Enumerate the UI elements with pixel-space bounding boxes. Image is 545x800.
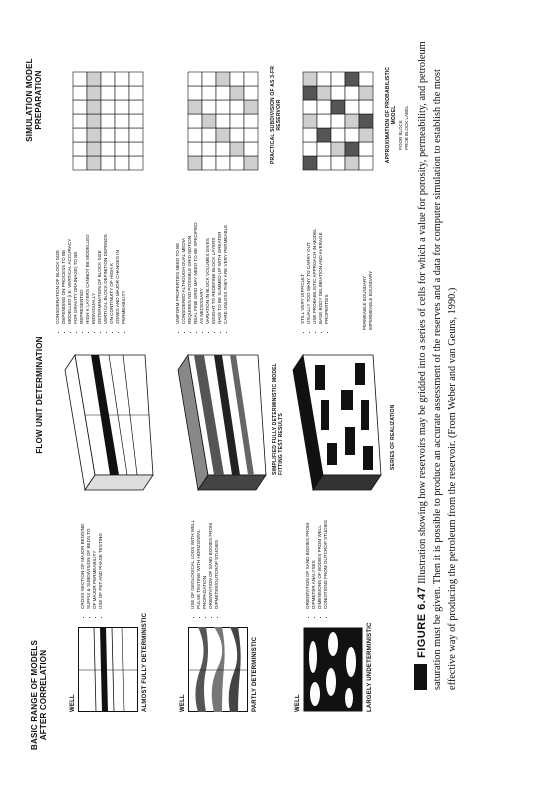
grid-cell: [331, 156, 345, 170]
grid-cell: [244, 156, 258, 170]
grid-cell: [73, 156, 87, 170]
figure-caption: [414, 40, 460, 690]
grid-cell: [216, 86, 230, 100]
note: • AS NECESSARY: [199, 199, 205, 324]
grid-cell: [87, 114, 101, 128]
note: • ON CONTINUITY OF HIGH K: [109, 199, 115, 324]
correlation-notes-2: [190, 499, 220, 615]
grid-cell: [244, 114, 258, 128]
note: • FOR GRAVITY DRAINAGE) TO BE: [73, 199, 79, 324]
grid-cell: [303, 100, 317, 114]
grid-cell: [129, 114, 143, 128]
note: • OF MAJOR PERMEABILITY: [92, 499, 98, 609]
note: • USE PROBABILISTIC APPROACH IN MODEL: [312, 199, 318, 324]
simulation-notes-2: [175, 199, 229, 330]
note: • DEPENDING ON PROCESS TO BE: [61, 199, 67, 324]
grid-cell: [101, 100, 115, 114]
note: • MODELLED (I.E. VERTICAL ACCURACY: [67, 199, 73, 324]
grid-cell: [230, 72, 244, 86]
grid-cell: [101, 114, 115, 128]
note: • PERMEABILITY: [121, 199, 127, 324]
note: • UNIFORM PROPERTIES NEED TO BE: [175, 199, 181, 324]
grid-cell: [101, 142, 115, 156]
practical-label-3: APPROXIMATION OF PROBABILISTIC MODEL: [385, 66, 397, 164]
grid-cell: [216, 114, 230, 128]
simulation-notes-1: [55, 199, 127, 330]
grid-cell: [230, 142, 244, 156]
note: • VARIATION IN BLOCK VOLUMES GIVES: [205, 199, 211, 324]
grid-cell: [244, 86, 258, 100]
grid-cell: [359, 128, 373, 142]
note: • CROSS-SECTION OF MAJOR BEDDING: [80, 499, 86, 609]
note: • CARE UNLESS THEY ARE VERY PERMEABLE: [223, 199, 229, 324]
grid-cell: [331, 114, 345, 128]
grid-cell: [73, 72, 87, 86]
grid-cell: [202, 100, 216, 114]
grid-cell: [188, 142, 202, 156]
simulation-grid-3: [295, 60, 380, 180]
caption-bar: [414, 664, 427, 690]
note: • VERTICAL BLOCK DEFINITION DEPENDS: [103, 199, 109, 324]
grid-cell: [115, 86, 129, 100]
note: • HAVE TO BE SUMMED UP WITH GREATER: [217, 199, 223, 324]
grid-cell: [87, 156, 101, 170]
grid-cell: [73, 100, 87, 114]
correlation-panel-1: [78, 627, 138, 712]
model-label-1: ALMOST FULLY DETERMINISTIC: [142, 612, 148, 712]
grid-cell: [345, 72, 359, 86]
grid-cell: [230, 86, 244, 100]
note: • SUFFIX & SUBDIVISION OF BEDS TO: [86, 499, 92, 609]
grid-cell: [129, 86, 143, 100]
note: • STILL VERY DIFFICULT: [300, 199, 306, 324]
grid-cell: [359, 156, 373, 170]
heading-simulation: SIMULATION MODEL PREPARATION: [25, 58, 43, 142]
grid-cell: [303, 156, 317, 170]
grid-cell: [87, 100, 101, 114]
note: • DIMENSIONS OF BODIES FROM WELL: [317, 499, 323, 609]
correlation-notes-3: [305, 499, 329, 615]
grid-cell: [303, 86, 317, 100]
grid-cell: [216, 100, 230, 114]
note: • INSIGHT TO REDEFINE BLOCK LAYERS: [211, 199, 217, 324]
note: • PULSE TESTING WITH HORIZONTAL: [196, 499, 202, 609]
grid-cell: [345, 142, 359, 156]
grid-cell: [115, 72, 129, 86]
grid-cell: [115, 128, 129, 142]
flow-label-3: SERIES OF REALIZATION: [390, 404, 396, 470]
grid-cell: [202, 114, 216, 128]
correlation-panel-3: [303, 627, 363, 712]
legend-blocks: [398, 50, 410, 150]
grid-cell: [115, 142, 129, 156]
note: • USE OF GEOLOGICAL LOGS WITH WELL: [190, 499, 196, 609]
legend-prob-block: PROB BLOCK LABEL: [404, 105, 409, 150]
well-label-1: WELL: [70, 694, 76, 712]
grid-cell: [216, 72, 230, 86]
grid-cell: [359, 86, 373, 100]
grid-cell: [216, 142, 230, 156]
grid-cell: [359, 114, 373, 128]
flow-block-1: [55, 350, 155, 500]
grid-cell: [345, 128, 359, 142]
grid-cell: [345, 86, 359, 100]
note: • ZONES AND MAJOR CHANGES IN: [115, 199, 121, 324]
grid-cell: [317, 114, 331, 128]
grid-cell: [115, 114, 129, 128]
grid-cell: [73, 128, 87, 142]
grid-cell: [345, 156, 359, 170]
grid-cell: [359, 72, 373, 86]
grid-cell: [317, 128, 331, 142]
grid-cell: [317, 156, 331, 170]
simulation-grid-2: [180, 60, 265, 180]
grid-cell: [317, 100, 331, 114]
legend-boundaries: [362, 205, 374, 330]
note: • ORIENTATION OF SAND BODIES FROM: [208, 499, 214, 609]
grid-cell: [101, 156, 115, 170]
grid-cell: [129, 100, 143, 114]
grid-cell: [202, 142, 216, 156]
note: • USUALLY TOO MANY TO CARRY OUT: [306, 199, 312, 324]
flow-block-2: [170, 350, 270, 500]
flow-block-3: [285, 350, 385, 500]
note: • DIPMETER/OUTCROP STUDIES: [214, 499, 220, 609]
simulation-notes-3: [300, 199, 330, 330]
grid-cell: [331, 72, 345, 86]
grid-cell: [244, 128, 258, 142]
grid-cell: [73, 86, 87, 100]
well-label-2: WELL: [180, 694, 186, 712]
grid-cell: [73, 114, 87, 128]
grid-cell: [317, 142, 331, 156]
grid-cell: [129, 142, 143, 156]
heading-flow-unit: FLOW UNIT DETERMINATION: [35, 336, 44, 454]
heading-correlation: BASIC RANGE OF MODELS AFTER CORRELATION: [30, 640, 48, 750]
caption-text: Illustration showing how reservoirs may be gridded into a series of cells for which a value for porosity, permeability, and petroleum saturation must be given. Then it is possible to produce an accurate assessment of the reserves and a data for computer simulation to establish the most effective way of producing the petroleum from the reservoir. (From Weber and van Geuns, 1990.): [417, 41, 458, 690]
grid-cell: [317, 86, 331, 100]
model-label-2: PARTLY DETERMINISTIC: [252, 636, 258, 712]
grid-cell: [331, 142, 345, 156]
note: • USE OF PET AND PHASE TESTING: [98, 499, 104, 609]
grid-cell: [115, 156, 129, 170]
grid-cell: [345, 114, 359, 128]
grid-cell: [303, 128, 317, 142]
note: • REQUIRES NO POSSIBLE GRID NOTION: [187, 199, 193, 324]
simulation-grid-1: [65, 60, 150, 180]
note: • DIPMETER ANALYSES: [311, 499, 317, 609]
note: • HIGH K LAYERS CANNOT BE MODELLED: [85, 199, 91, 324]
grid-cell: [303, 114, 317, 128]
note: • REPRESENTED: [79, 199, 85, 324]
grid-cell: [188, 72, 202, 86]
grid-cell: [73, 142, 87, 156]
grid-cell: [230, 156, 244, 170]
grid-cell: [359, 100, 373, 114]
grid-cell: [188, 128, 202, 142]
grid-cell: [188, 86, 202, 100]
practical-label-2: PRACTICAL SUBDIVISION OF AS 3-FR RESERVOIR: [270, 65, 282, 165]
correlation-notes-1: [80, 499, 104, 615]
grid-cell: [129, 128, 143, 142]
grid-cell: [188, 100, 202, 114]
grid-cell: [87, 72, 101, 86]
note: • PROPERTIES: [324, 199, 330, 324]
legend-impermeable: IMPERMEABLE BOUNDARY: [368, 270, 373, 330]
grid-cell: [303, 142, 317, 156]
note: • CONSIDERATION OF BLOCK SIZE: [55, 199, 61, 324]
note: • BASE BODY DELINEATION AND AVERAGE: [318, 199, 324, 324]
note: • DETERMINATION OF BLOCK SIZE: [97, 199, 103, 324]
grid-cell: [345, 100, 359, 114]
model-label-3: LARGELY UNDETERMINISTIC: [367, 622, 373, 712]
grid-cell: [188, 156, 202, 170]
grid-cell: [202, 128, 216, 142]
grid-cell: [101, 72, 115, 86]
grid-cell: [244, 72, 258, 86]
grid-cell: [331, 128, 345, 142]
grid-cell: [188, 114, 202, 128]
flow-label-2: SIMPLIFIED FULLY DETERMINISTIC MODEL FITTING TEST RESULTS: [272, 363, 284, 475]
figure-number: FIGURE 6.47: [416, 586, 428, 658]
grid-cell: [331, 86, 345, 100]
grid-cell: [202, 156, 216, 170]
grid-cell: [129, 156, 143, 170]
grid-cell: [87, 128, 101, 142]
grid-cell: [230, 128, 244, 142]
grid-cell: [244, 142, 258, 156]
legend-poor-block: POOR BLOCK: [398, 120, 403, 150]
note: • ORIENTATION OF SAND BODIES FROM: [305, 499, 311, 609]
legend-permeable: PERMEABLE BOUNDARY: [362, 275, 367, 330]
note: • INDIVIDUALLY: [91, 199, 97, 324]
well-label-3: WELL: [295, 694, 301, 712]
grid-cell: [230, 100, 244, 114]
grid-cell: [202, 72, 216, 86]
note: • REAL FINE GRID MAY NEED TO BE SPECIFIED: [193, 199, 199, 324]
grid-cell: [317, 72, 331, 86]
grid-cell: [216, 156, 230, 170]
grid-cell: [202, 86, 216, 100]
note: • CONSIDERED ALTHOUGH DUAL MEDIA: [181, 199, 187, 324]
grid-cell: [129, 72, 143, 86]
grid-cell: [331, 100, 345, 114]
grid-cell: [87, 86, 101, 100]
grid-cell: [115, 100, 129, 114]
grid-cell: [303, 72, 317, 86]
note: • CONDITIONS FROM OUTCROP STUDIES: [323, 499, 329, 609]
grid-cell: [230, 114, 244, 128]
correlation-panel-2: [188, 627, 248, 712]
grid-cell: [101, 86, 115, 100]
note: • PROPAGATION: [202, 499, 208, 609]
grid-cell: [87, 142, 101, 156]
grid-cell: [244, 100, 258, 114]
grid-cell: [101, 128, 115, 142]
grid-cell: [216, 128, 230, 142]
grid-cell: [359, 142, 373, 156]
